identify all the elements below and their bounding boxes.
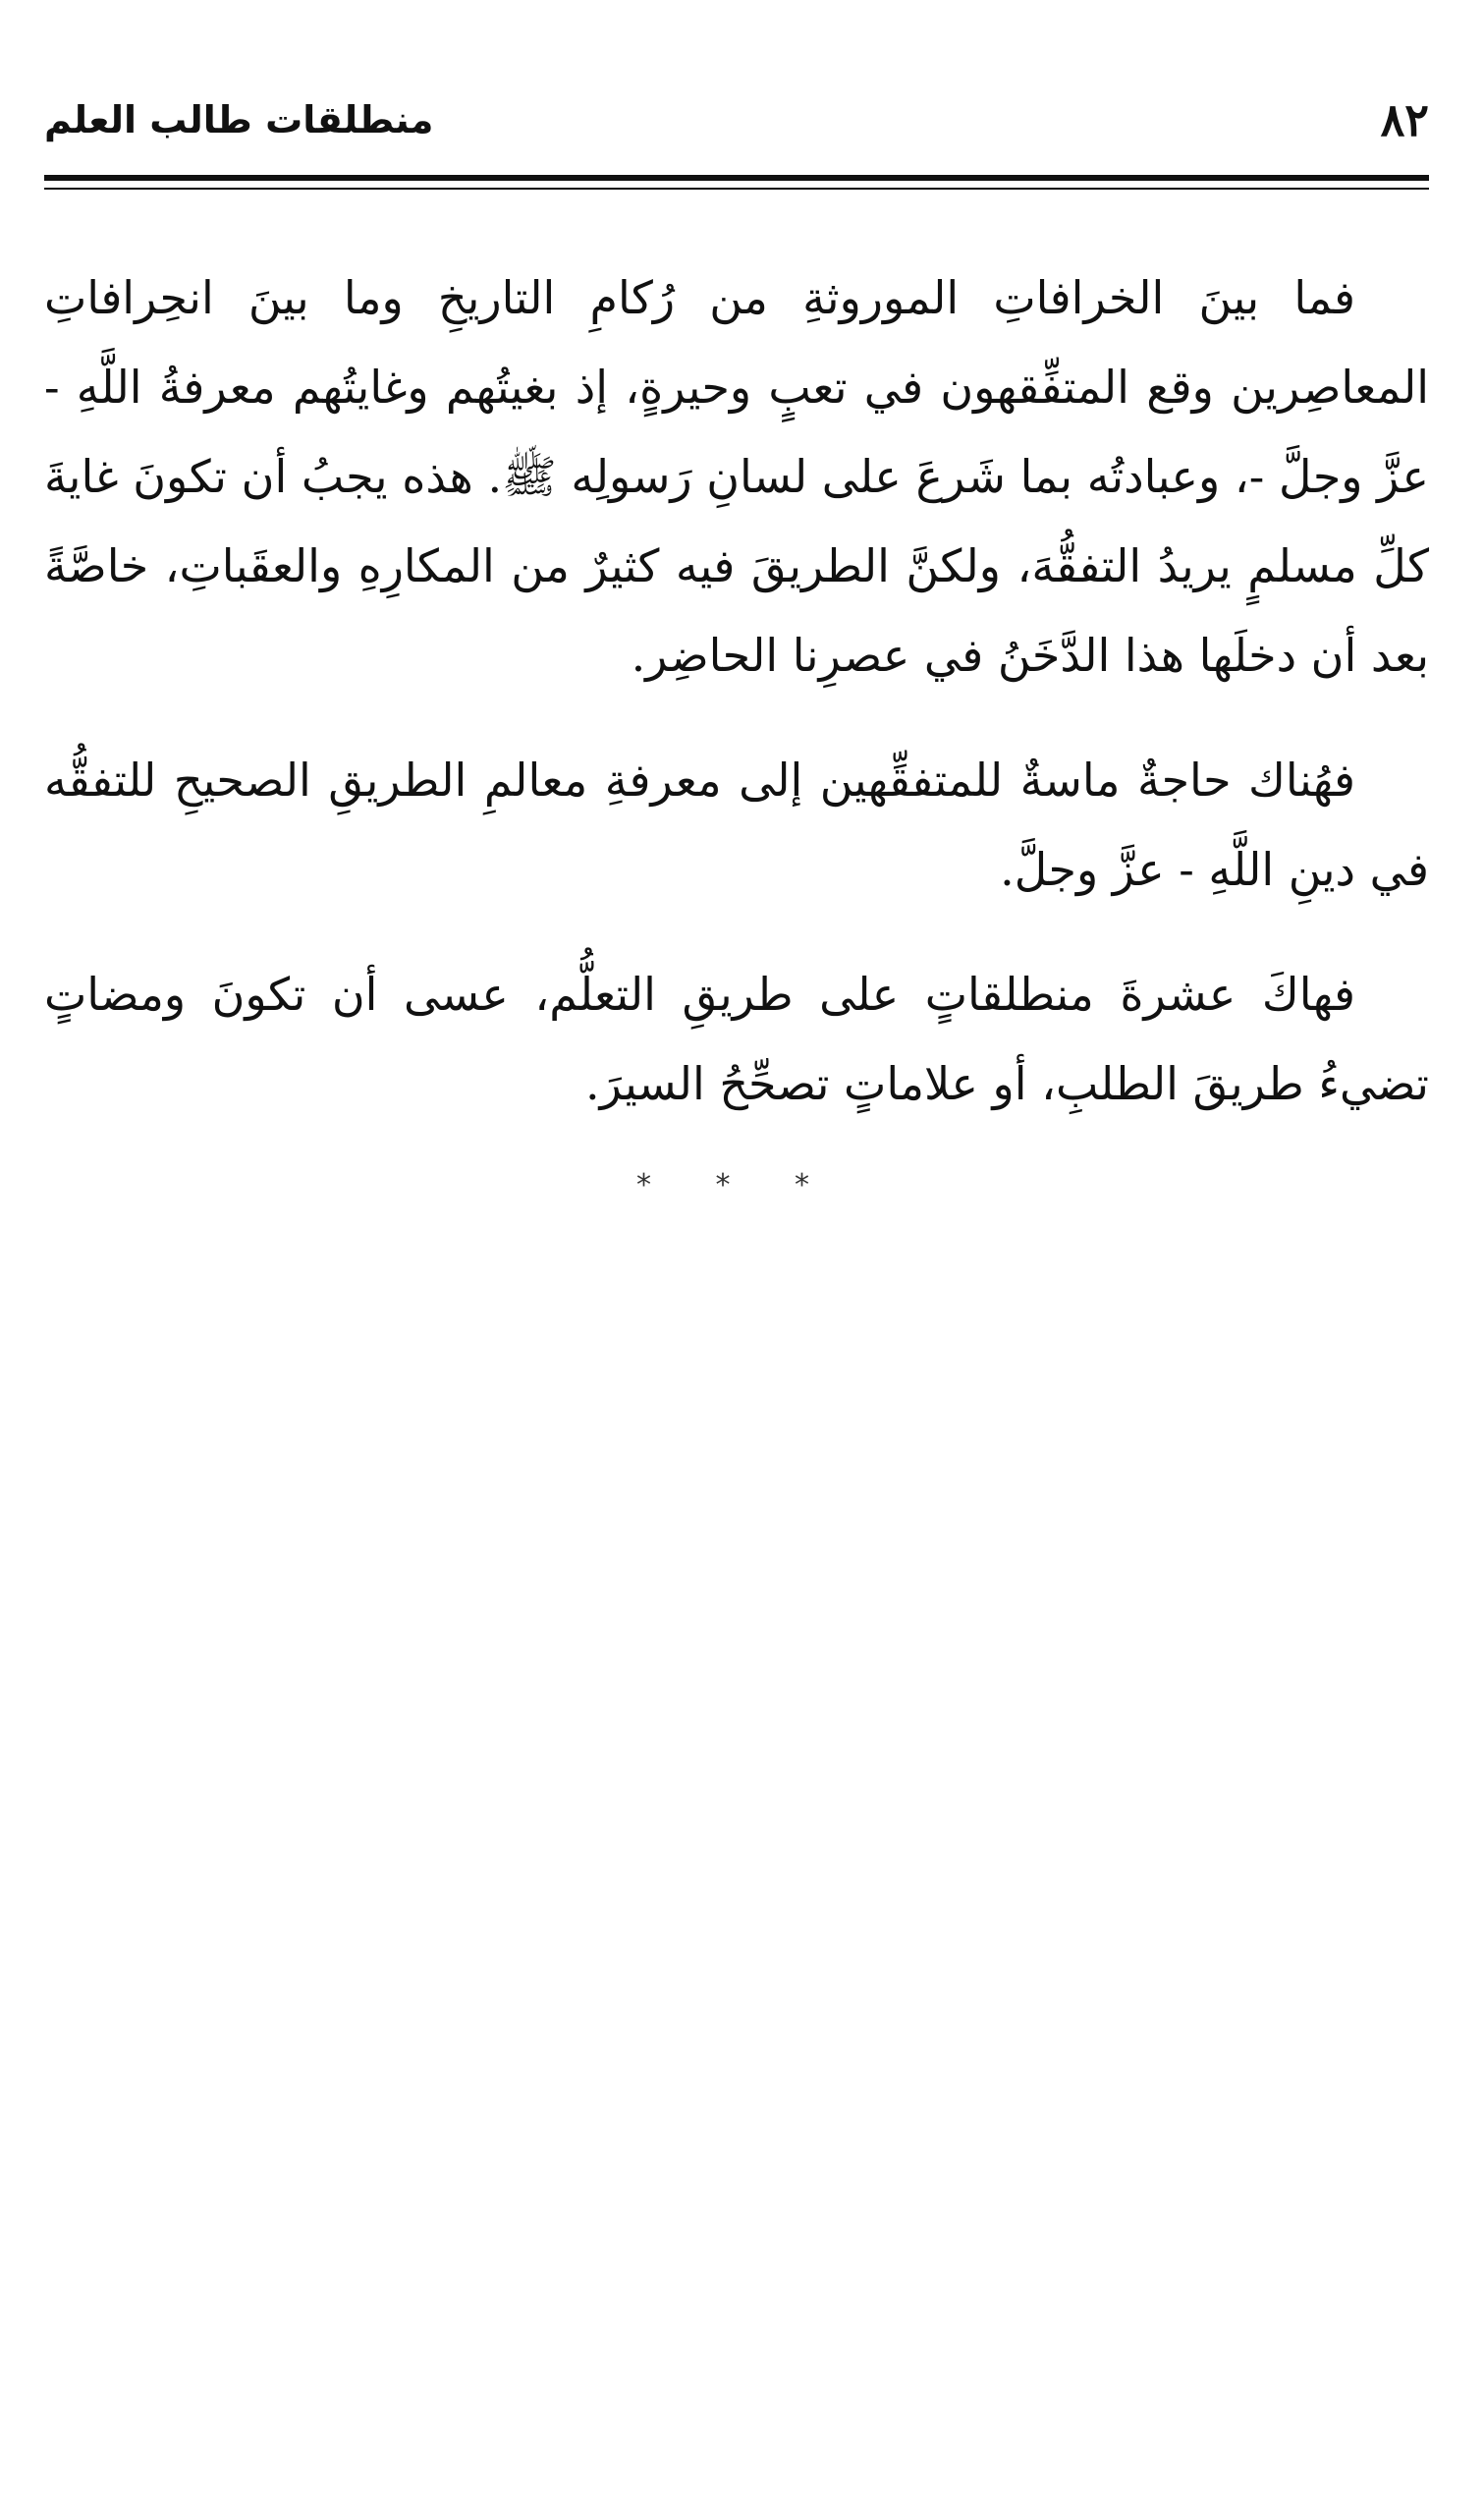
paragraph-2: فهُناك حاجةٌ ماسةٌ للمتفقِّهين إلى معرفةِ معالمِ الطريقِ الصحيحِ للتفقُّه في دينِ اللَّهِ - عزَّ وجلَّ.: [44, 754, 1429, 896]
page-body: [44, 253, 1429, 1202]
paragraph-3: فهاكَ عشرةَ منطلقاتٍ على طريقِ التعلُّم، عسى أن تكونَ ومضاتٍ تضيءُ طريقَ الطلبِ، أو علاماتٍ تصحِّحُ السيرَ.: [44, 968, 1429, 1110]
header-rule-thick: [44, 175, 1429, 181]
page-number: ٨٢: [1380, 93, 1429, 146]
page-header: [44, 90, 1429, 149]
header-rule-thin: [44, 188, 1429, 190]
running-title: منطلقات طالب العلم: [44, 98, 434, 141]
paragraph-1: فما بينَ الخرافاتِ الموروثةِ من رُكامِ التاريخِ وما بينَ انحِرافاتِ المعاصِرين وقع المتفِّقهون في تعبٍ وحيرةٍ، إذ بغيتُهم وغايتُهم معرفةُ اللَّهِ - عزَّ وجلَّ -، وعبادتُه بما شَرعَ على لسانِ رَسولِه ﷺ. هذه يجبُ أن تكونَ غايةَ كلِّ مسلمٍ يريدُ التفقُّهَ، ولكنَّ الطريقَ فيه كثيرٌ من المكارِهِ والعقَباتِ، خاصَّةً بعد أن دخلَها هذا الدَّخَنُ في عصرِنا الحاضِر.: [44, 271, 1429, 682]
section-separator: * * *: [635, 1168, 838, 1202]
